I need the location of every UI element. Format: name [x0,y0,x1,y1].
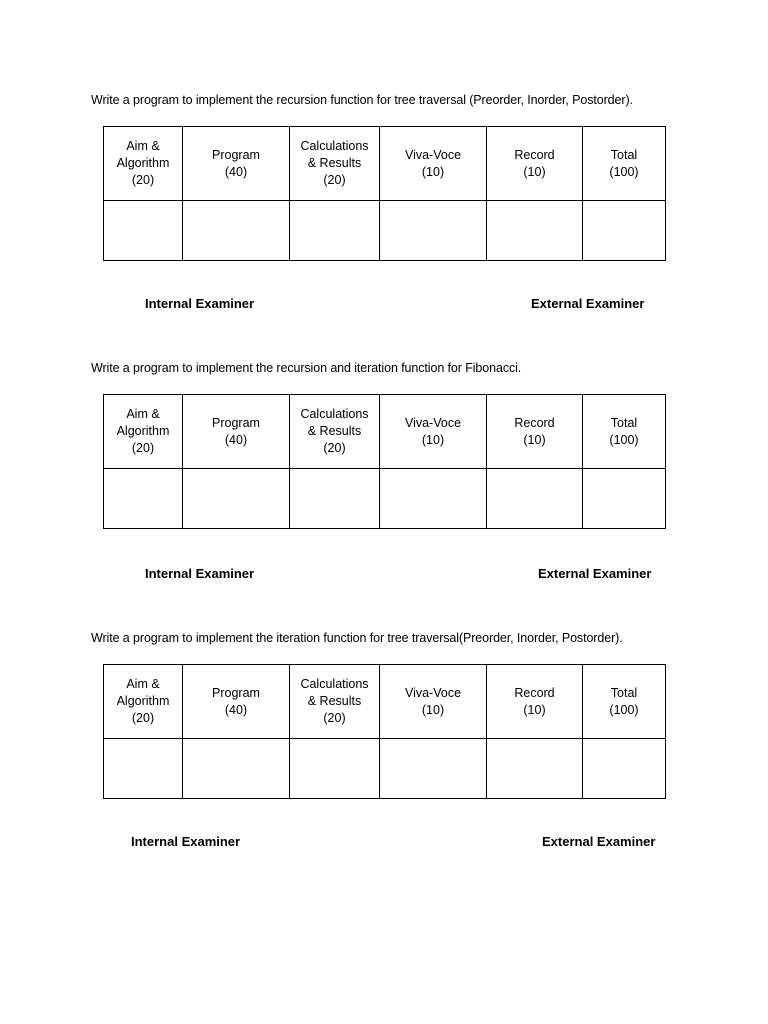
external-examiner-label: External Examiner [531,296,645,311]
header-line: Calculations [300,407,369,421]
header-line: Program [212,147,260,162]
header-line: Record [514,147,555,162]
header-line: (20) [323,173,346,187]
program-mark-cell[interactable] [183,739,290,799]
total-mark-cell[interactable] [583,469,666,529]
header-line: & Results [307,694,362,708]
header-line: (100) [609,164,639,179]
record-header [487,127,583,201]
record-mark-cell[interactable] [487,469,583,529]
viva-voce-header [380,665,487,739]
marks-entry-row [104,201,666,261]
program-header [183,127,290,201]
header-line: Program [212,685,260,700]
header-line: (20) [131,441,155,455]
exercise-instruction: Write a program to implement the recursion and iteration function for Fibonacci. [91,361,522,375]
total-header [583,665,666,739]
header-line: Record [514,415,555,430]
total-mark-cell[interactable] [583,739,666,799]
program-header [183,395,290,469]
aim-algorithm-mark-cell[interactable] [104,469,183,529]
record-header [487,395,583,469]
header-line: (10) [421,432,445,447]
calculations-results-header [290,395,380,469]
marks-table [103,394,666,529]
header-line: (10) [523,432,546,447]
header-line: (100) [609,702,639,717]
marks-header-row [104,127,666,201]
aim-algorithm-mark-cell[interactable] [104,739,183,799]
header-line: Calculations [300,139,369,153]
header-line: (20) [323,711,346,725]
marks-entry-row [104,469,666,529]
header-line: (10) [523,164,546,179]
header-line: (10) [421,702,445,717]
marks-entry-row [104,739,666,799]
external-examiner-label: External Examiner [542,834,656,849]
program-mark-cell[interactable] [183,469,290,529]
header-line: Viva-Voce [404,685,462,700]
calculations-results-mark-cell[interactable] [290,469,380,529]
aim-algorithm-header [104,127,183,201]
header-line: Aim & [126,407,160,421]
header-line: Algorithm [116,424,170,438]
marks-table [103,664,666,799]
viva-voce-mark-cell[interactable] [380,739,487,799]
internal-examiner-label: Internal Examiner [145,566,255,581]
header-line: (10) [421,164,445,179]
total-header [583,395,666,469]
aim-algorithm-header [104,665,183,739]
header-line: Total [610,685,638,700]
viva-voce-mark-cell[interactable] [380,469,487,529]
header-line: (40) [224,164,248,179]
program-header [183,665,290,739]
total-header [583,127,666,201]
marks-header-row [104,395,666,469]
header-line: Aim & [126,139,160,153]
aim-algorithm-header [104,395,183,469]
calculations-results-header [290,127,380,201]
header-line: Viva-Voce [404,415,462,430]
program-mark-cell[interactable] [183,201,290,261]
viva-voce-mark-cell[interactable] [380,201,487,261]
total-mark-cell[interactable] [583,201,666,261]
calculations-results-mark-cell[interactable] [290,739,380,799]
exercise-instruction: Write a program to implement the recursion function for tree traversal (Preorder, Inorder, Postorder). [91,93,633,107]
record-mark-cell[interactable] [487,201,583,261]
header-line: Algorithm [116,156,170,170]
header-line: & Results [307,424,362,438]
viva-voce-header [380,395,487,469]
header-line: Algorithm [116,694,170,708]
viva-voce-header [380,127,487,201]
aim-algorithm-mark-cell[interactable] [104,201,183,261]
header-line: (20) [131,173,155,187]
header-line: (100) [609,432,639,447]
header-line: & Results [307,156,362,170]
header-line: (20) [131,711,155,725]
header-line: Calculations [300,677,369,691]
internal-examiner-label: Internal Examiner [131,834,241,849]
header-line: (40) [224,702,248,717]
marks-header-row [104,665,666,739]
internal-examiner-label: Internal Examiner [145,296,255,311]
header-line: Record [514,685,555,700]
marks-table [103,126,666,261]
header-line: (40) [224,432,248,447]
external-examiner-label: External Examiner [538,566,652,581]
calculations-results-header [290,665,380,739]
header-line: Program [212,415,260,430]
header-line: Total [610,415,638,430]
record-mark-cell[interactable] [487,739,583,799]
record-header [487,665,583,739]
header-line: Total [610,147,638,162]
header-line: (10) [523,702,546,717]
exercise-instruction: Write a program to implement the iteration function for tree traversal(Preorder, Inorder, Postorder). [91,631,623,645]
calculations-results-mark-cell[interactable] [290,201,380,261]
header-line: Viva-Voce [404,147,462,162]
header-line: (20) [323,441,346,455]
header-line: Aim & [126,677,160,691]
